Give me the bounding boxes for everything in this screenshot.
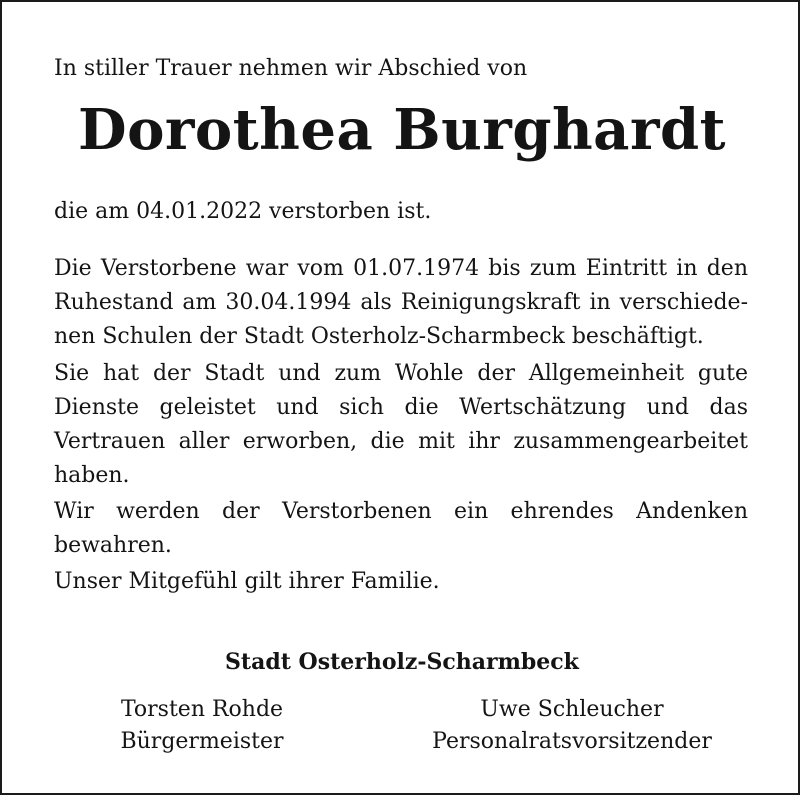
employment-paragraph — [54, 252, 748, 354]
paragraph-line: Vertrauen aller erworben, die mit ihr zusammengearbeitet — [54, 429, 748, 454]
signatory-title: Personalratsvorsitzender — [432, 729, 712, 754]
service-paragraph — [54, 357, 748, 493]
paragraph-line: nen Schulen der Stadt Osterholz-Scharmbeck beschäftigt. — [54, 324, 704, 349]
condolence-paragraph — [54, 565, 748, 599]
paragraph-line: bewahren. — [54, 533, 172, 558]
paragraph-line: Dienste geleistet und sich die Wertschätzung und das — [54, 395, 748, 420]
paragraph-line: Die Verstorbene war vom 01.07.1974 bis zum Eintritt in den — [54, 256, 748, 281]
signatory-name: Uwe Schleucher — [480, 697, 664, 722]
signatory-right — [402, 694, 742, 758]
death-date-line: die am 04.01.2022 verstorben ist. — [54, 199, 432, 224]
signatory-title: Bürgermeister — [120, 729, 284, 754]
intro-line: In stiller Trauer nehmen wir Abschied von — [54, 56, 528, 81]
signatory-name: Torsten Rohde — [120, 697, 284, 722]
paragraph-line: Unser Mitgefühl gilt ihrer Familie. — [54, 569, 440, 594]
paragraph-line: Sie hat der Stadt und zum Wohle der Allgemeinheit gute — [54, 361, 748, 386]
paragraph-line: Wir werden der Verstorbenen ein ehrendes Andenken — [54, 499, 748, 524]
signatory-left — [92, 694, 312, 758]
remembrance-paragraph — [54, 495, 748, 563]
deceased-name: Dorothea Burghardt — [78, 97, 726, 163]
paragraph-line: haben. — [54, 463, 130, 488]
paragraph-line: Ruhestand am 30.04.1994 als Reinigungskraft in verschiede- — [54, 290, 748, 315]
organization-name: Stadt Osterholz-Scharmbeck — [225, 649, 579, 675]
